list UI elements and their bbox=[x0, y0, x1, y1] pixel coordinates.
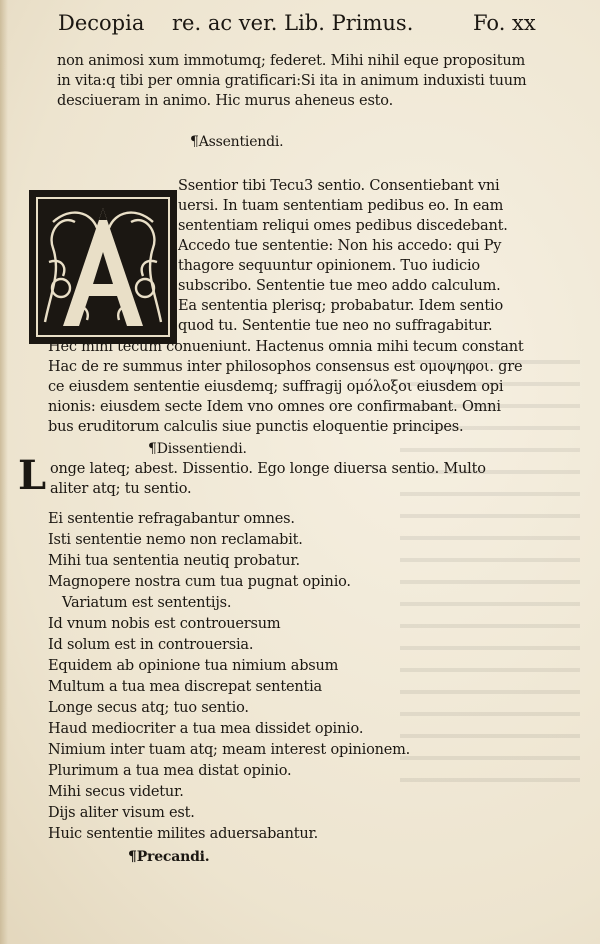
folio: Fo. xx bbox=[473, 11, 536, 35]
phrase-line: Equidem ab opinione tua nimium absum bbox=[48, 658, 339, 674]
text-line: aliter atq; tu sentio. bbox=[50, 481, 192, 497]
phrase-line: Mihi secus videtur. bbox=[48, 784, 184, 800]
phrase-line: Multum a tua mea discrepat sententia bbox=[48, 679, 322, 695]
phrase-line: Longe secus atq; tuo sentio. bbox=[48, 700, 249, 716]
text-line: Ea sententia plerisq; probabatur. Idem sentio bbox=[178, 298, 503, 314]
phrase-line: Id vnum nobis est controuersum bbox=[48, 616, 281, 632]
page-edge bbox=[0, 0, 8, 944]
text-line: Hec mihi tecum conueniunt. Hactenus omnia mihi tecum constant bbox=[48, 339, 524, 355]
text-line: Accedo tue sententie: Non his accedo: qui Py bbox=[178, 238, 502, 254]
phrase-line: Ei sententie refragabantur omnes. bbox=[48, 511, 295, 527]
text-line: desciueram in animo. Hic murus aheneus esto. bbox=[57, 93, 393, 109]
text-line: subscribo. Sententie tue meo addo calculum. bbox=[178, 278, 501, 294]
text-line: Hac de re summus inter philosophos consensus est ομοψηφοι. gre bbox=[48, 359, 523, 375]
text-line: nionis: eiusdem secte Idem vno omnes ore confirmabant. Omni bbox=[48, 399, 501, 415]
header-title: Decopia bbox=[58, 11, 145, 35]
phrase-line: Plurimum a tua mea distat opinio. bbox=[48, 763, 292, 779]
phrase-line: Mihi tua sententia neutiq probatur. bbox=[48, 553, 300, 569]
text-line: ce eiusdem sententie eiusdemq; suffragij ομόλοξοι eiusdem opi bbox=[48, 379, 504, 395]
header-subtitle: re. ac ver. Lib. Primus. bbox=[172, 11, 414, 35]
decorated-initial-a-icon bbox=[31, 192, 175, 342]
phrase-line: Huic sententie milites aduersabantur. bbox=[48, 826, 319, 842]
phrase-line: Nimium inter tuam atq; meam interest opinionem. bbox=[48, 742, 411, 758]
lombard-initial: L bbox=[18, 452, 47, 499]
section-heading: ¶Precandi. bbox=[128, 849, 210, 865]
text-line: thagore sequuntur opinionem. Tuo iudicio bbox=[178, 258, 480, 274]
section-heading: ¶Assentiendi. bbox=[190, 134, 284, 150]
text-line: uersi. In tuam sententiam pedibus eo. In eam bbox=[178, 198, 504, 214]
phrase-line: Variatum est sententijs. bbox=[62, 595, 232, 611]
text-line: onge lateq; abest. Dissentio. Ego longe diuersa sentio. Multo bbox=[50, 461, 486, 477]
section-heading: ¶Dissentiendi. bbox=[148, 441, 247, 457]
text-line: non animosi xum immotumq; federet. Mihi nihil eque propositum bbox=[57, 53, 526, 69]
text-line: in vita:q tibi per omnia gratificari:Si ita in animum induxisti tuum bbox=[57, 73, 527, 89]
phrase-line: Dijs aliter visum est. bbox=[48, 805, 195, 821]
text-line: sententiam reliqui omes pedibus discedebant. bbox=[178, 218, 508, 234]
text-line: quod tu. Sententie tue neo no suffragabitur. bbox=[178, 318, 493, 334]
phrase-line: Id solum est in controuersia. bbox=[48, 637, 254, 653]
decorated-initial bbox=[29, 190, 177, 344]
text-line: bus eruditorum calculis siue punctis eloquentie principes. bbox=[48, 419, 464, 435]
phrase-line: Haud mediocriter a tua mea dissidet opinio. bbox=[48, 721, 364, 737]
text-line: Ssentior tibi Tecu3 sentio. Consentiebant vni bbox=[178, 178, 500, 194]
phrase-line: Magnopere nostra cum tua pugnat opinio. bbox=[48, 574, 351, 590]
phrase-line: Isti sententie nemo non reclamabit. bbox=[48, 532, 303, 548]
running-header bbox=[58, 8, 578, 38]
